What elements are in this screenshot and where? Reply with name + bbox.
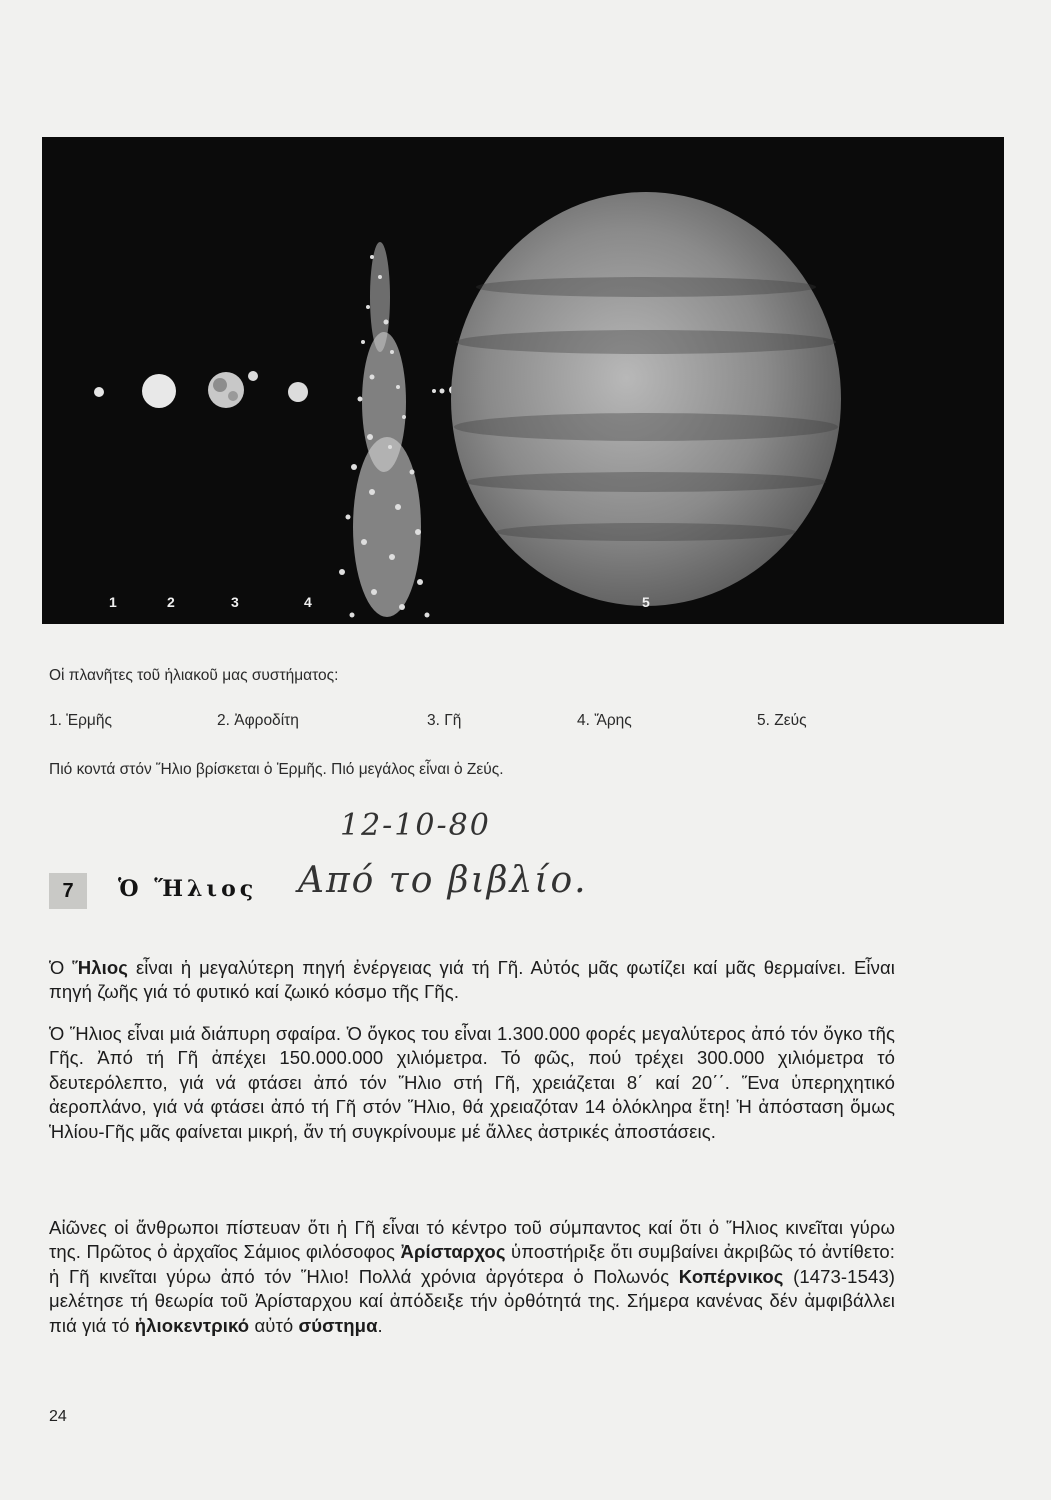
text-run: (1473-1543) μελέτησε τή θεωρία τοῦ Ἀρίσταρχου καί ἀπόδειξε τήν ὀρθότητά της. Σήμερα κανένας δέν ἀμφιβάλλει πιά γιά τό (49, 1265, 895, 1336)
text-run: αὐτό (249, 1314, 299, 1336)
planet-item-jupiter: 5. Ζεύς (757, 712, 807, 729)
bold-term-system: σύστημα (298, 1314, 378, 1336)
bold-term-aristarchus: Ἀρίσταρχος (400, 1241, 506, 1263)
asteroid-belt (339, 242, 430, 618)
planet-item-mars: 4. Ἄρης (577, 712, 632, 729)
venus-planet (142, 374, 176, 408)
planet-item-mercury: 1. Ἑρμῆς (49, 712, 112, 729)
mars-planet (288, 382, 308, 402)
earth-planet (208, 372, 244, 408)
page-number: 24 (49, 1408, 67, 1425)
figure-caption-title: Οἱ πλανῆτες τοῦ ἡλιακοῦ μας συστήματος: (49, 667, 339, 684)
figure-label-3: 3 (231, 594, 239, 610)
planet-list (49, 712, 839, 734)
paragraph-1 (49, 956, 895, 1005)
handwritten-note: Από το βιβλίο. (298, 860, 588, 901)
section-number-badge: 7 (49, 873, 87, 909)
text-run: εἶναι ἡ μεγαλύτερη πηγή ἐνέργειας γιά τή Γῆ. Αὐτός μᾶς φωτίζει καί μᾶς θερμαίνει. Εἶναι πηγή ζωῆς γιά τό φυτικό καί ζωικό κόσμο τῆς Γῆς. (49, 957, 895, 1003)
figure-label-2: 2 (167, 594, 175, 610)
figure-label-1: 1 (109, 594, 117, 610)
moon (248, 371, 258, 381)
text-run: Αἰῶνες οἱ ἄνθρωποι πίστευαν ὅτι ἡ Γῆ εἶναι τό κέντρο τοῦ σύμπαντος καί ὅτι ὁ Ἥλιος κινεῖται γύρω της. Πρῶτος ὁ ἀρχαῖος Σάμιος φιλόσοφος (49, 1217, 895, 1263)
section-title: Ὁ Ἥλιος (118, 876, 258, 902)
figure-label-5: 5 (642, 594, 650, 610)
jupiter-planet (451, 192, 841, 606)
planet-item-venus: 2. Ἀφροδίτη (217, 712, 299, 729)
solar-system-illustration (42, 137, 1004, 624)
text-run: Ὁ (49, 957, 73, 978)
text-run: ὑποστήριξε ὅτι συμβαίνει ἀκριβῶς τό ἀντίθετο: ἡ Γῆ κινεῖται γύρω ἀπό τόν Ἥλιο! Πολλά χρόνια ἀργότερα ὁ Πολωνός (49, 1241, 895, 1287)
bold-term-copernicus: Κοπέρνικος (678, 1265, 784, 1287)
planet-item-earth: 3. Γῆ (427, 712, 462, 729)
text-run: . (377, 1314, 383, 1336)
bold-term-heliocentric: ἡλιοκεντρικό (134, 1314, 250, 1336)
figure-caption-note: Πιό κοντά στόν Ἥλιο βρίσκεται ὁ Ἑρμῆς. Πιό μεγάλος εἶναι ὁ Ζεύς. (49, 761, 504, 778)
mercury-planet (94, 387, 104, 397)
paragraph-2: Ὁ Ἥλιος εἶναι μιά διάπυρη σφαίρα. Ὁ ὄγκος του εἶναι 1.300.000 φορές μεγαλύτερος ἀπό τόν ὄγκο τῆς Γῆς. Ἀπό τή Γῆ ἀπέχει 150.000.000 χιλιόμετρα. Τό φῶς, πού τρέχει 300.000 χιλιόμετρα τό δευτερόλεπτο, γιά νά φτάσει ἀπό τόν Ἥλιο στή Γῆ, χρειάζεται 8΄ καί 20΄΄. Ἕνα ὑπερηχητικό ἀεροπλάνο, γιά νά φτάσει ἀπό τή Γῆ στόν Ἥλιο, θά χρειαζόταν 14 ὁλόκληρα ἔτη! Ἡ ἀπόσταση ὅμως Ἡλίου-Γῆς μᾶς φαίνεται μικρή, ἄν τή συγκρίνουμε μέ ἄλλες ἀστρικές ἀποστάσεις. (49, 1023, 895, 1142)
planets-drawing (42, 137, 1004, 624)
figure-label-4: 4 (304, 594, 312, 610)
paragraph-3 (49, 1216, 895, 1338)
handwritten-date: 12-10-80 (340, 808, 491, 843)
bold-term-helios: Ἥλιος (72, 957, 128, 978)
